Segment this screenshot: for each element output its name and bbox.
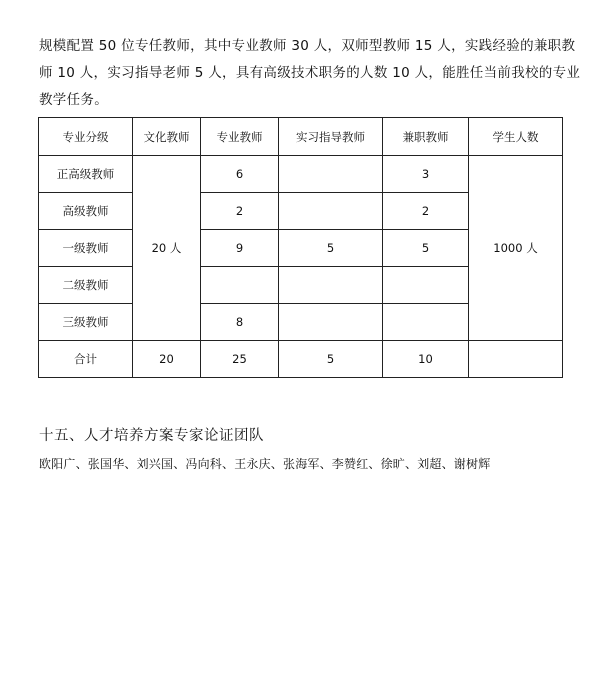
parttime-cell: 5 — [383, 230, 469, 267]
total-parttime: 10 — [383, 341, 469, 378]
header-student-count: 学生人数 — [469, 118, 563, 156]
internship-cell-empty — [279, 193, 383, 230]
header-professional-teachers: 专业教师 — [201, 118, 279, 156]
parttime-cell: 2 — [383, 193, 469, 230]
grade-cell: 三级教师 — [39, 304, 133, 341]
header-culture-teachers: 文化教师 — [133, 118, 201, 156]
total-internship: 5 — [279, 341, 383, 378]
header-internship-instructors: 实习指导教师 — [279, 118, 383, 156]
professional-cell: 2 — [201, 193, 279, 230]
internship-merged-cell: 5 — [279, 230, 383, 267]
grade-cell: 正高级教师 — [39, 156, 133, 193]
total-culture: 20 — [133, 341, 201, 378]
grade-cell: 高级教师 — [39, 193, 133, 230]
section-heading: 十五、人才培养方案专家论证团队 — [39, 428, 264, 444]
intro-line-2: 师 10 人，实习指导老师 5 人，具有高级技术职务的人数 10 人，能胜任当前我校的专业 — [39, 65, 581, 81]
internship-cell-empty — [279, 304, 383, 341]
intro-line-1: 规模配置 50 位专任教师，其中专业教师 30 人，双师型教师 15 人，实践经验的兼职教 — [39, 38, 576, 54]
culture-teachers-merged-cell: 20 人 — [133, 156, 201, 341]
header-parttime-teachers: 兼职教师 — [383, 118, 469, 156]
table-total-row — [39, 341, 563, 378]
intro-line-3: 教学任务。 — [39, 92, 108, 108]
internship-cell-empty — [279, 267, 383, 304]
internship-cell-empty — [279, 156, 383, 193]
grade-cell: 二级教师 — [39, 267, 133, 304]
professional-cell: 9 — [201, 230, 279, 267]
table-header-row — [39, 118, 563, 156]
professional-cell — [201, 267, 279, 304]
expert-team-members: 欧阳广、张国华、刘兴国、冯向科、王永庆、张海军、李赞红、徐旷、刘超、谢树辉 — [39, 457, 491, 471]
grade-cell: 一级教师 — [39, 230, 133, 267]
table-row — [39, 156, 563, 193]
parttime-cell — [383, 267, 469, 304]
professional-cell: 8 — [201, 304, 279, 341]
header-grade: 专业分级 — [39, 118, 133, 156]
professional-cell: 6 — [201, 156, 279, 193]
student-count-merged-cell: 1000 人 — [469, 156, 563, 341]
total-label: 合计 — [39, 341, 133, 378]
total-professional: 25 — [201, 341, 279, 378]
teacher-staffing-table — [38, 117, 563, 378]
parttime-cell — [383, 304, 469, 341]
parttime-cell: 3 — [383, 156, 469, 193]
intro-paragraph — [39, 33, 581, 114]
total-students — [469, 341, 563, 378]
